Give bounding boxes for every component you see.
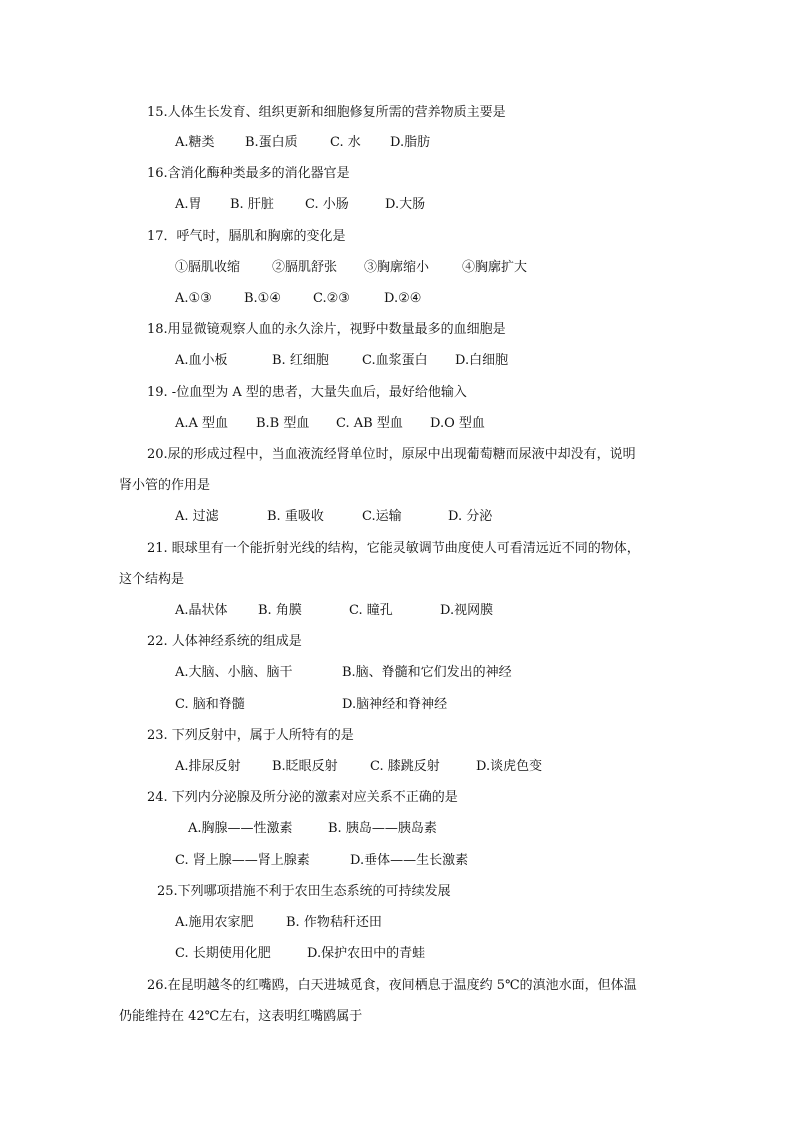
question-15-option-d: D.脂肪: [390, 135, 431, 150]
question-19-option-c: C. AB 型血: [336, 416, 403, 431]
question-17-item-4: ④胸廓扩大: [462, 260, 528, 275]
question-17-stem: 17．呼气时，膈肌和胸廓的变化是: [147, 229, 346, 244]
question-23-option-a: A.排尿反射: [175, 759, 241, 774]
question-21-option-c: C. 瞳孔: [349, 603, 393, 618]
question-25-stem: 25.下列哪项措施不利于农田生态系统的可持续发展: [157, 884, 451, 899]
question-16-option-d: D.大肠: [385, 197, 426, 212]
question-21-stem-line-1: 21. 眼球里有一个能折射光线的结构，它能灵敏调节曲度使人可看清远近不同的物体，: [147, 541, 640, 556]
question-18-option-c: C.血浆蛋白: [362, 353, 428, 368]
question-25-option-a: A.施用农家肥: [175, 915, 254, 930]
question-24-stem: 24. 下列内分泌腺及所分泌的激素对应关系不正确的是: [147, 790, 458, 805]
question-16-option-c: C. 小肠: [305, 197, 349, 212]
question-19-option-d: D.O 型血: [430, 416, 485, 431]
question-24-option-c: C. 肾上腺——肾上腺素: [175, 853, 310, 868]
question-25-option-c: C. 长期使用化肥: [175, 946, 271, 961]
question-23-stem: 23. 下列反射中，属于人所特有的是: [147, 728, 354, 743]
question-17-item-2: ②膈肌舒张: [272, 260, 338, 275]
question-18-option-a: A.血小板: [175, 353, 228, 368]
question-20-option-a: A. 过滤: [175, 509, 219, 524]
question-18-stem: 18.用显微镜观察人血的永久涂片，视野中数量最多的血细胞是: [147, 322, 506, 337]
question-17-item-3: ③胸廓缩小: [364, 260, 430, 275]
question-17-option-c: C.②③: [313, 291, 350, 306]
question-19-option-a: A.A 型血: [175, 416, 229, 431]
question-24-option-a: A.胸腺——性激素: [188, 821, 293, 836]
question-17-option-d: D.②④: [384, 291, 422, 306]
question-18-option-b: B. 红细胞: [272, 353, 329, 368]
question-15-option-c: C. 水: [330, 135, 361, 150]
question-20-option-d: D. 分泌: [448, 509, 493, 524]
question-23-option-d: D.谈虎色变: [476, 759, 543, 774]
question-22-option-c: C. 脑和脊髓: [175, 697, 245, 712]
question-21-option-b: B. 角膜: [258, 603, 302, 618]
question-15-option-a: A.糖类: [175, 135, 215, 150]
question-23-option-b: B.眨眼反射: [272, 759, 338, 774]
question-19-stem: 19. -位血型为 A 型的患者，大量失血后，最好给他输入: [147, 385, 467, 400]
question-20-option-b: B. 重吸收: [267, 509, 324, 524]
question-15-stem: 15.人体生长发育、组织更新和细胞修复所需的营养物质主要是: [147, 105, 506, 120]
question-24-option-b: B. 胰岛——胰岛素: [328, 821, 437, 836]
question-26-stem-line-2: 仍能维持在 42℃左右，这表明红嘴鸥属于: [119, 1009, 363, 1024]
question-18-option-d: D.白细胞: [455, 353, 509, 368]
question-21-stem-line-2: 这个结构是: [119, 572, 185, 587]
question-23-option-c: C. 膝跳反射: [370, 759, 440, 774]
question-20-option-c: C.运输: [362, 509, 402, 524]
question-15-option-b: B.蛋白质: [245, 135, 298, 150]
question-20-stem-line-1: 20.尿的形成过程中，当血液流经肾单位时，原尿中出现葡萄糖而尿液中却没有，说明: [147, 447, 636, 462]
question-21-option-d: D.视网膜: [440, 603, 494, 618]
question-17-item-1: ①膈肌收缩: [175, 260, 241, 275]
question-21-option-a: A.晶状体: [175, 603, 228, 618]
question-22-option-d: D.脑神经和脊神经: [342, 697, 448, 712]
question-22-stem: 22. 人体神经系统的组成是: [147, 634, 302, 649]
question-17-option-a: A.①③: [175, 291, 212, 306]
question-16-stem: 16.含消化酶种类最多的消化器官是: [147, 166, 350, 181]
question-22-option-a: A.大脑、小脑、脑干: [175, 665, 293, 680]
question-25-option-d: D.保护农田中的青蛙: [307, 946, 426, 961]
question-25-option-b: B. 作物秸秆还田: [286, 915, 382, 930]
question-17-option-b: B.①④: [244, 291, 281, 306]
question-26-stem-line-1: 26.在昆明越冬的红嘴鸥，白天进城觅食，夜间栖息于温度约 5℃的滇池水面，但体温: [147, 978, 637, 993]
question-22-option-b: B.脑、脊髓和它们发出的神经: [342, 665, 512, 680]
question-20-stem-line-2: 肾小管的作用是: [119, 478, 211, 493]
question-19-option-b: B.B 型血: [256, 416, 310, 431]
question-24-option-d: D.垂体——生长激素: [350, 853, 469, 868]
question-16-option-b: B. 肝脏: [230, 197, 274, 212]
question-16-option-a: A.胃: [175, 197, 202, 212]
